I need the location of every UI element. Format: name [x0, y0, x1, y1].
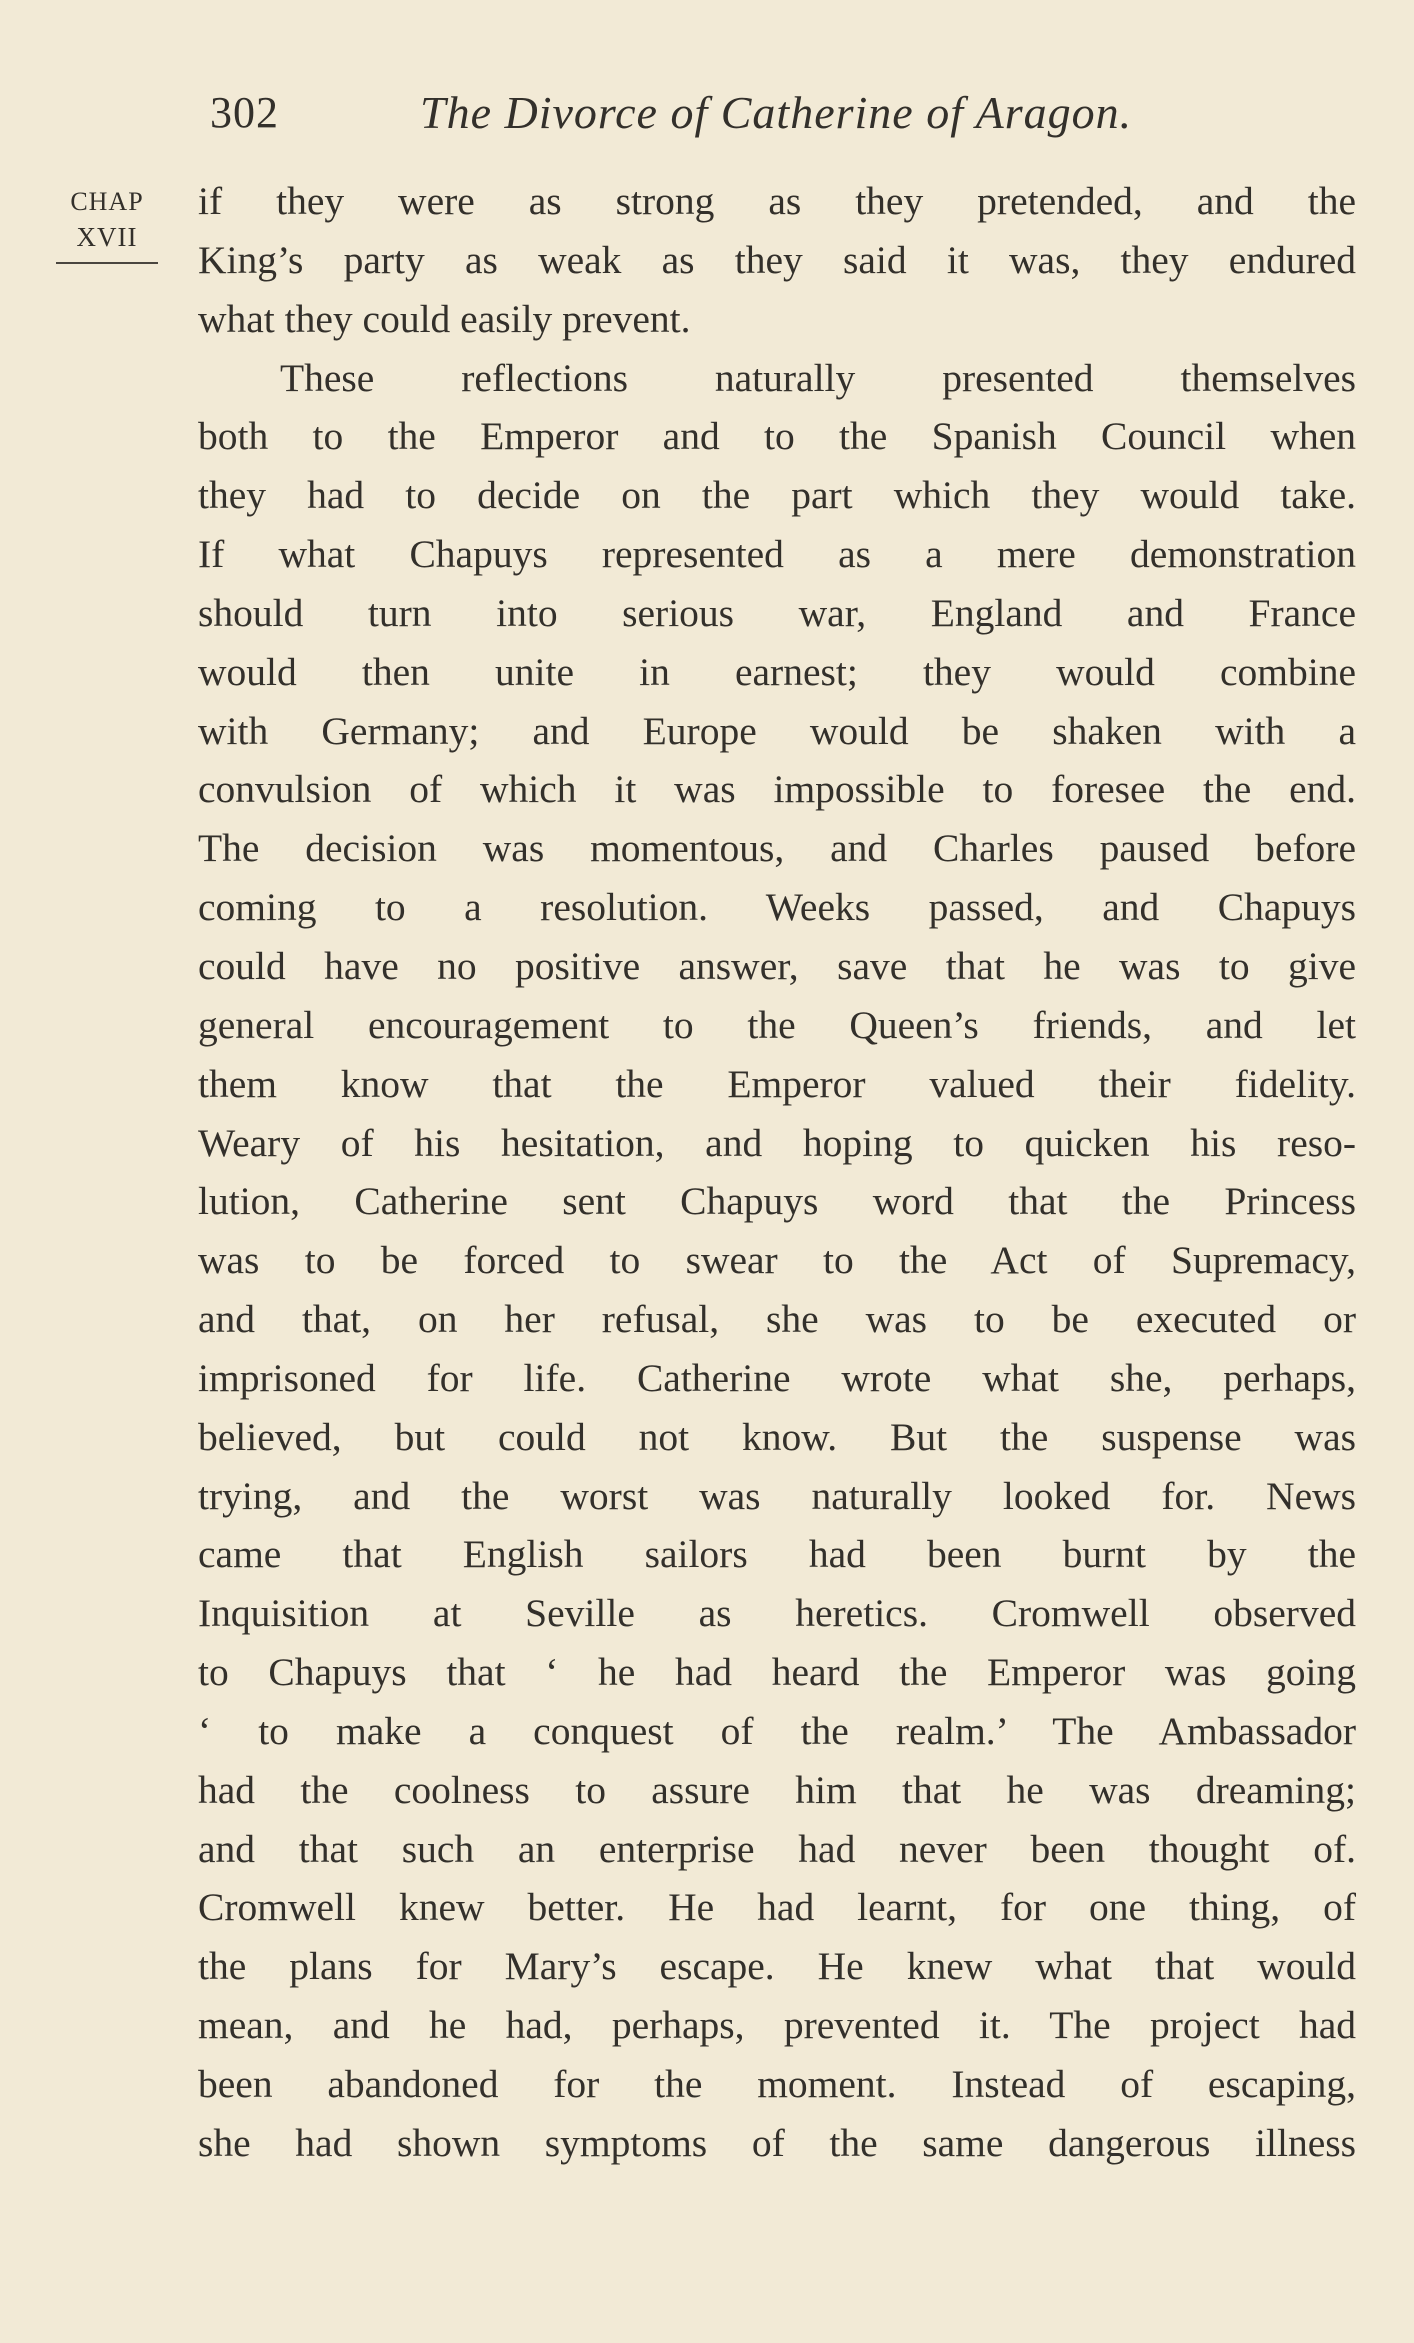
text-line: convulsion of which it was impossible to foresee the end.	[198, 767, 1356, 812]
text-line: Weary of his hesitation, and hoping to quicken his reso-	[198, 1120, 1356, 1165]
text-line: and that such an enterprise had never been thought of.	[198, 1826, 1356, 1871]
text-line: and that, on her refusal, she was to be executed or	[198, 1297, 1356, 1342]
page-number: 302	[210, 88, 279, 137]
text-line: they had to decide on the part which they would take.	[198, 473, 1356, 518]
text-line: If what Chapuys represented as a mere demonstration	[198, 532, 1356, 577]
text-line: Cromwell knew better. He had learnt, for one thing, of	[198, 1885, 1356, 1930]
chapter-label: CHAP	[70, 187, 144, 216]
text-line: both to the Emperor and to the Spanish Council when	[198, 414, 1356, 459]
text-line: came that English sailors had been burnt by the	[198, 1532, 1356, 1577]
text-line: could have no positive answer, save that he was to give	[198, 943, 1356, 988]
text-line: King’s party as weak as they said it was, they endured	[198, 237, 1356, 282]
text-line: general encouragement to the Queen’s friends, and let	[198, 1002, 1356, 1047]
text-line: lution, Catherine sent Chapuys word that the Princess	[198, 1179, 1356, 1224]
text-line: believed, but could not know. But the suspense was	[198, 1414, 1356, 1459]
text-line: the plans for Mary’s escape. He knew what that would	[198, 1944, 1356, 1989]
text-line: if they were as strong as they pretended, and the	[198, 179, 1356, 223]
text-line: with Germany; and Europe would be shaken with a	[198, 708, 1356, 753]
text-line: was to be forced to swear to the Act of Supremacy,	[198, 1238, 1356, 1283]
text-line: Inquisition at Seville as heretics. Cromwell observed	[198, 1591, 1356, 1636]
body-text	[198, 172, 1356, 2173]
text-line: would then unite in earnest; they would combine	[198, 649, 1356, 694]
text-line: been abandoned for the moment. Instead of escaping,	[198, 2062, 1356, 2106]
text-line: trying, and the worst was naturally looked for. News	[198, 1473, 1356, 1518]
text-line: them know that the Emperor valued their fidelity.	[198, 1061, 1356, 1106]
text-line: should turn into serious war, England and France	[198, 590, 1356, 635]
chapter-margin-note	[56, 184, 158, 264]
chapter-rule	[56, 262, 158, 264]
text-line: had the coolness to assure him that he was dreaming;	[198, 1767, 1356, 1812]
running-title: The Divorce of Catherine of Aragon.	[420, 87, 1133, 138]
chapter-number: XVII	[76, 222, 138, 252]
text-line: to Chapuys that ‘ he had heard the Emperor was going	[198, 1650, 1356, 1695]
text-line: These reflections naturally presented themselves	[280, 355, 1356, 400]
text-line: what they could easily prevent.	[198, 296, 691, 341]
text-line: ‘ to make a conquest of the realm.’ The Ambassador	[198, 1708, 1356, 1753]
text-line: coming to a resolution. Weeks passed, and Chapuys	[198, 885, 1356, 930]
text-line: mean, and he had, perhaps, prevented it. The project had	[198, 2003, 1356, 2048]
running-head	[210, 78, 1210, 148]
text-line: The decision was momentous, and Charles paused before	[198, 826, 1356, 871]
text-line: imprisoned for life. Catherine wrote what she, perhaps,	[198, 1355, 1356, 1400]
text-line: she had shown symptoms of the same dangerous illness	[198, 2120, 1356, 2165]
